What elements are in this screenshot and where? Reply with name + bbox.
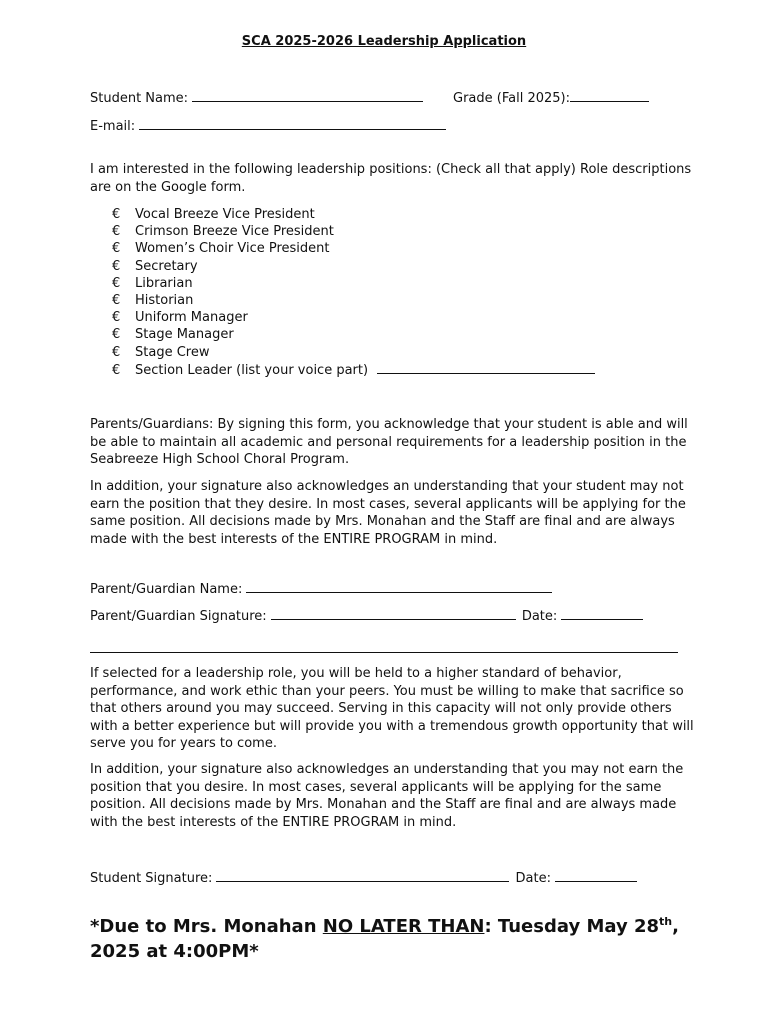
student-signature-label: Student Signature: xyxy=(90,871,213,886)
position-item[interactable] xyxy=(112,275,595,292)
text-line: In addition, your signature also acknowledges an understanding that your student may not xyxy=(90,479,684,494)
grade-label: Grade (Fall 2025): xyxy=(453,91,570,106)
position-item[interactable] xyxy=(112,361,595,379)
checkbox-icon[interactable]: € xyxy=(112,207,121,222)
deadline-prefix: *Due to Mrs. Monahan xyxy=(90,916,323,937)
position-label: Stage Crew xyxy=(135,344,210,360)
student-name-field[interactable] xyxy=(192,89,423,102)
position-label: Women’s Choir Vice President xyxy=(135,241,330,257)
position-label: Crimson Breeze Vice President xyxy=(135,224,334,240)
position-label: Section Leader (list your voice part) xyxy=(135,362,369,378)
parent-disclaimer xyxy=(90,478,686,548)
text-line: performance, and work ethic than your peers. You must be willing to make that sacrifice so xyxy=(90,683,684,699)
deadline-emphasis: NO LATER THAN xyxy=(322,916,485,937)
grade-field[interactable] xyxy=(570,89,649,102)
parent-name-field[interactable] xyxy=(246,580,552,593)
text-line: position that you desire. In most cases, several applicants will be applying for the same xyxy=(90,779,662,795)
positions-intro xyxy=(90,161,692,196)
deadline-line-1 xyxy=(90,909,679,939)
email-field[interactable] xyxy=(139,117,446,130)
position-label: Secretary xyxy=(135,258,198,274)
position-label: Uniform Manager xyxy=(135,310,248,326)
text-line: are on the Google form. xyxy=(90,179,246,195)
positions-list xyxy=(112,206,595,379)
checkbox-icon[interactable]: € xyxy=(112,275,121,291)
deadline-ordinal: th xyxy=(659,915,673,928)
checkbox-icon[interactable]: € xyxy=(112,224,121,240)
text-line: same position. All decisions made by Mrs. Monahan and the Staff are final and are always xyxy=(90,514,675,529)
student-expectations xyxy=(90,665,694,753)
student-name-label: Student Name: xyxy=(90,91,189,106)
position-label: Librarian xyxy=(135,275,193,291)
checkbox-icon[interactable]: € xyxy=(112,293,121,309)
parent-date-field[interactable] xyxy=(561,607,643,620)
student-signature-field[interactable] xyxy=(216,869,509,882)
student-signature-row xyxy=(90,869,637,886)
text-line: with the best interests of the ENTIRE PROGRAM in mind. xyxy=(90,814,457,830)
parent-signature-field[interactable] xyxy=(271,607,516,620)
form-title: SCA 2025-2026 Leadership Application xyxy=(241,34,527,49)
text-line: If selected for a leadership role, you will be held to a higher standard of behavior, xyxy=(90,666,622,681)
text-line: position. All decisions made by Mrs. Monahan and the Staff are final and are always made xyxy=(90,797,677,812)
checkbox-icon[interactable]: € xyxy=(112,344,121,360)
text-line: In addition, your signature also acknowledges an understanding that you may not earn the xyxy=(90,762,684,777)
student-date-label: Date: xyxy=(515,871,551,886)
text-line: be able to maintain all academic and personal requirements for a leadership position in the xyxy=(90,434,687,450)
position-item[interactable] xyxy=(112,206,595,223)
position-item[interactable] xyxy=(112,223,595,240)
voice-part-field[interactable] xyxy=(377,361,595,374)
position-item[interactable] xyxy=(112,292,595,309)
section-divider xyxy=(90,652,678,653)
position-item[interactable] xyxy=(112,309,595,326)
text-line: with a better experience but will provide you with a tremendous growth opportunity that will xyxy=(90,718,694,734)
checkbox-icon[interactable]: € xyxy=(112,362,121,378)
checkbox-icon[interactable]: € xyxy=(112,258,121,274)
checkbox-icon[interactable]: € xyxy=(112,327,121,343)
deadline-middle: : Tuesday May 28 xyxy=(484,916,660,937)
position-label: Historian xyxy=(135,293,194,309)
text-line: Seabreeze High School Choral Program. xyxy=(90,452,350,467)
position-item[interactable] xyxy=(112,240,595,257)
grade-row xyxy=(453,89,649,106)
text-line: I am interested in the following leadership positions: (Check all that apply) Role descriptions xyxy=(90,162,692,177)
checkbox-icon[interactable]: € xyxy=(112,310,121,326)
email-row xyxy=(90,117,446,134)
position-item[interactable] xyxy=(112,258,595,275)
text-line: serve you for years to come. xyxy=(90,736,277,751)
student-name-row xyxy=(90,89,423,106)
position-label: Stage Manager xyxy=(135,327,234,343)
deadline-comma: , xyxy=(672,916,679,937)
parent-name-row xyxy=(90,580,552,597)
text-line: made with the best interests of the ENTIRE PROGRAM in mind. xyxy=(90,531,498,547)
position-item[interactable] xyxy=(112,326,595,343)
deadline-notice xyxy=(90,909,679,964)
parent-acknowledgement xyxy=(90,416,688,469)
text-line: earn the position that they desire. In most cases, several applicants will be applying for the xyxy=(90,496,686,512)
student-date-field[interactable] xyxy=(555,869,637,882)
text-line: Parents/Guardians: By signing this form, you acknowledge that your student is able and will xyxy=(90,417,688,432)
email-label: E-mail: xyxy=(90,119,136,134)
student-disclaimer xyxy=(90,761,684,831)
position-label: Vocal Breeze Vice President xyxy=(135,207,315,222)
deadline-line-2: 2025 at 4:00PM* xyxy=(90,941,259,962)
parent-signature-row xyxy=(90,607,643,624)
parent-date-label: Date: xyxy=(521,609,558,624)
parent-signature-label: Parent/Guardian Signature: xyxy=(90,609,267,624)
position-item[interactable] xyxy=(112,344,595,361)
checkbox-icon[interactable]: € xyxy=(112,241,121,257)
text-line: that others around you may succeed. Serving in this capacity will not only provide others xyxy=(90,701,672,716)
parent-name-label: Parent/Guardian Name: xyxy=(90,582,243,597)
